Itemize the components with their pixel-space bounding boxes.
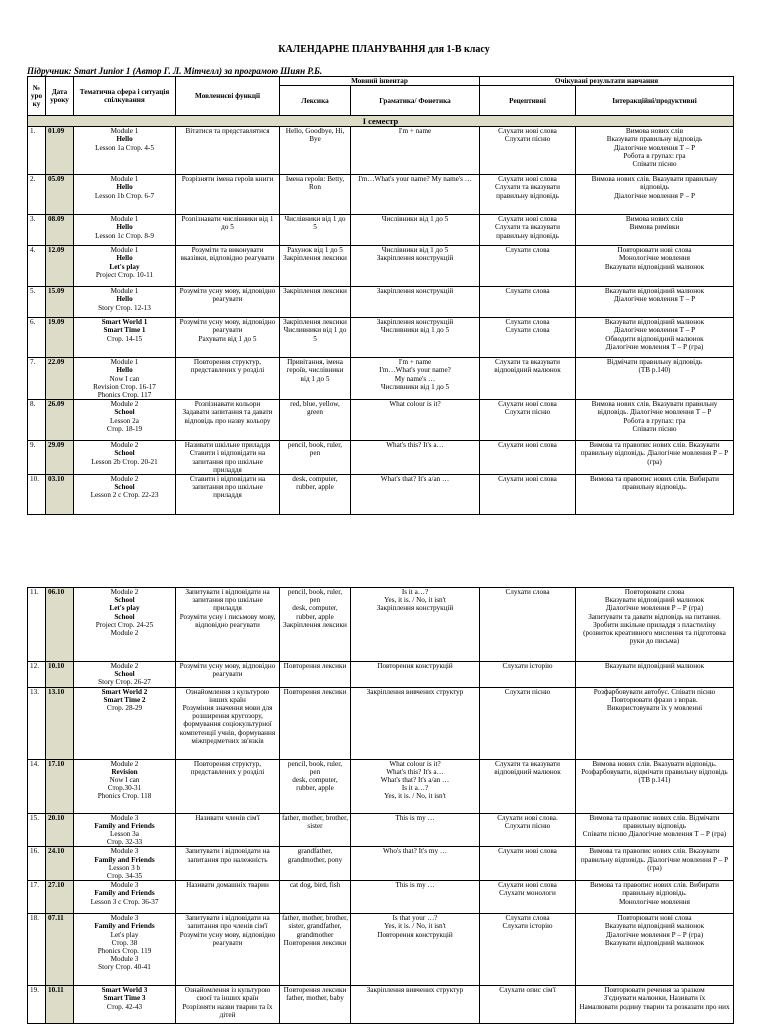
grammar-cell: I'm + name	[351, 127, 480, 175]
table-row	[28, 358, 734, 400]
lesson-topic	[74, 127, 176, 175]
table-row	[28, 914, 734, 986]
lesson-topic	[74, 588, 176, 662]
topic-pages: Story Стор. 12-13	[98, 303, 151, 312]
lexis-cell: desk, computer, rubber, apple	[280, 475, 351, 515]
table-row	[28, 847, 734, 881]
lesson-topic	[74, 986, 176, 1024]
table-row	[28, 215, 734, 246]
planning-table-page-1	[27, 76, 734, 515]
grammar-cell: Is that your …? Yes, it is. / No, it isn't Повторення конструкцій	[351, 914, 480, 986]
topic-module: Module 1	[110, 287, 139, 296]
header-receptive: Рецептивні	[480, 86, 576, 116]
productive-cell: Розфарбовувати автобус. Співати пісню Повторювати фрази з вправ. Використовувати їх у мовленні	[576, 687, 734, 759]
lesson-date: 27.10	[46, 881, 74, 914]
header-language: Мовний інвентар	[280, 77, 480, 86]
lesson-topic	[74, 881, 176, 914]
topic-module: Module 2	[110, 441, 139, 450]
topic-module: Module 1	[110, 175, 139, 184]
lesson-topic	[74, 687, 176, 759]
receptive-cell: Слухати пісню	[480, 687, 576, 759]
topic-pages: Lesson 2b Стор. 20-21	[91, 457, 158, 466]
grammar-cell: Is it a…? Yes, it is. / No, it isn't Закріплення конструкцій	[351, 588, 480, 662]
lesson-number: 5.	[28, 287, 46, 318]
textbook-subtitle: Підручник: Smart Junior 1 (Автор Г. Л. Мітчелл) за програмою Шиян Р.Б.	[27, 66, 323, 76]
speech-functions: Ознайомлення з культурою інших країн Розуміння значення мови для розширення кругозору, формування соціокультурної компетенції учнів, формування міжпредметних зв'язків	[176, 687, 280, 759]
receptive-cell: Слухати та вказувати відповідний малюнок	[480, 358, 576, 400]
header-grammar: Граматика/ Фонетика	[351, 86, 480, 116]
productive-cell: Повторювати речення за зразком З'єднувати малюнки, Називати їх Намалювати родину тварин та розказати про них	[576, 986, 734, 1024]
productive-cell: Вказувати відповідний малюнок Діалогічне мовлення Т – Р	[576, 287, 734, 318]
topic-title: School	[114, 408, 135, 417]
header-num: № уро ку	[28, 77, 46, 116]
header-productive: Інтеракційні/продуктивні	[576, 86, 734, 116]
table-row	[28, 318, 734, 358]
topic-title: Smart World 3 Smart Time 3	[101, 986, 148, 1003]
lesson-date: 07.11	[46, 914, 74, 986]
table-row	[28, 287, 734, 318]
productive-cell: Вимова нових слів. Вказувати відповідь. Розфарбовувати, відмічати правильну відповідь (ТВ р.141)	[576, 759, 734, 813]
topic-pages: Project Стор. 24-25 Module 2	[95, 620, 154, 638]
lesson-date: 06.10	[46, 588, 74, 662]
speech-functions: Запитувати і відповідати на запитання про належність	[176, 847, 280, 881]
speech-functions: Запитувати і відповідати на запитання про шкільне приладдя Розуміти усну і письмову мову, відповідно реагувати	[176, 588, 280, 662]
grammar-cell: Повторення конструкцій	[351, 662, 480, 688]
topic-module: Module 1	[110, 358, 139, 367]
lesson-date: 13.10	[46, 687, 74, 759]
lexis-cell: Закріплення лексики Числивники від 1 до 5	[280, 318, 351, 358]
topic-pages: Стор. 42-43	[106, 1002, 143, 1011]
speech-functions: Вітатися та представлятися	[176, 127, 280, 175]
lexis-cell: Повторення лексики	[280, 662, 351, 688]
topic-pages: Стор. 14-15	[106, 334, 143, 343]
lexis-cell: Повторення лексики	[280, 687, 351, 759]
lexis-cell: Закріплення лексики	[280, 287, 351, 318]
topic-title: Revision	[111, 767, 138, 776]
receptive-cell: Слухати опис сім'ї	[480, 986, 576, 1024]
lexis-cell: father, mother, brother, sister	[280, 813, 351, 847]
receptive-cell: Слухати слова	[480, 246, 576, 287]
lexis-cell: Повторення лексики father, mother, baby	[280, 986, 351, 1024]
productive-cell: Повторювати нові слова Монологічне мовлення Вказувати відповідний малюнок	[576, 246, 734, 287]
semester-row: І семестр	[28, 116, 734, 127]
topic-title: Smart World 1 Smart Time 1	[101, 318, 148, 335]
receptive-cell: Слухати нові слова	[480, 441, 576, 475]
receptive-cell: Слухати нові слова Слухати та вказувати правильну відповідь	[480, 175, 576, 215]
productive-cell: Вимова та правопис нових слів. Вказувати правильну відповідь. Діалогічне мовлення Р – Р (гра)	[576, 441, 734, 475]
receptive-cell: Слухати слова	[480, 287, 576, 318]
grammar-cell: What's that? It's a/an …	[351, 475, 480, 515]
lexis-cell: red, blue, yellow, green	[280, 400, 351, 441]
header-expected: Очікувані результати навчання	[480, 77, 734, 86]
grammar-cell: Числівники від 1 до 5	[351, 215, 480, 246]
topic-pages: Now I can Стор.30-31 Phonics Стор. 118	[97, 776, 152, 801]
topic-pages: Lesson 3 b Стор. 34-35	[106, 863, 143, 881]
header-functions: Мовленнєві функції	[176, 77, 280, 116]
lesson-date: 26.09	[46, 400, 74, 441]
receptive-cell: Слухати історію	[480, 662, 576, 688]
lesson-topic	[74, 847, 176, 881]
grammar-cell: I'm + name I'm…What's your name? My name's … Числивники від 1 до 5	[351, 358, 480, 400]
topic-module: Module 1	[110, 215, 139, 224]
lesson-topic	[74, 475, 176, 515]
table-row	[28, 986, 734, 1024]
topic-pages: Стор. 28-29	[106, 704, 143, 713]
table-row	[28, 813, 734, 847]
lesson-number: 6.	[28, 318, 46, 358]
productive-cell: Вимова нових слів Вимова римівки	[576, 215, 734, 246]
table-body-page-2	[28, 588, 734, 1024]
grammar-cell: Закріплення вивчених структур	[351, 687, 480, 759]
receptive-cell: Слухати нові слова	[480, 475, 576, 515]
lesson-number: 9.	[28, 441, 46, 475]
lesson-number: 10.	[28, 475, 46, 515]
speech-functions: Називати членів сім'ї	[176, 813, 280, 847]
topic-title: Family and Friends	[94, 889, 155, 898]
speech-functions: Розуміти та виконувати вказівки, відповідно реагувати	[176, 246, 280, 287]
lesson-date: 17.10	[46, 759, 74, 813]
receptive-cell: Слухати нові слова Слухати пісню	[480, 127, 576, 175]
lesson-number: 11.	[28, 588, 46, 662]
lexis-cell: father, mother, brother, sister, grandfather, grandmother Повторення лексики	[280, 914, 351, 986]
table-row	[28, 127, 734, 175]
lesson-number: 14.	[28, 759, 46, 813]
lesson-number: 12.	[28, 662, 46, 688]
speech-functions: Розпізнавати кольори Задавати запитання та давати відповідь про назву кольору	[176, 400, 280, 441]
lesson-date: 10.10	[46, 662, 74, 688]
lexis-cell: Імена героїв: Betty, Ron	[280, 175, 351, 215]
speech-functions: Розуміти усну мову, відповідно реагувати	[176, 287, 280, 318]
lexis-cell: Hello, Goodbye, Hi, Bye	[280, 127, 351, 175]
lesson-topic	[74, 215, 176, 246]
grammar-cell: Закріплення конструкцій Числивники від 1 до 5	[351, 318, 480, 358]
topic-title: School Let's play School	[109, 596, 140, 621]
lesson-number: 16.	[28, 847, 46, 881]
topic-module: Module 3	[110, 881, 139, 890]
table-row	[28, 441, 734, 475]
lesson-date: 15.09	[46, 287, 74, 318]
table-row	[28, 400, 734, 441]
lesson-number: 13.	[28, 687, 46, 759]
topic-module: Module 2	[110, 400, 139, 409]
lexis-cell: Числівники від 1 до 5	[280, 215, 351, 246]
lesson-date: 01.09	[46, 127, 74, 175]
table-row	[28, 588, 734, 662]
header-topic: Тематична сфера і ситуація спілкування	[74, 77, 176, 116]
productive-cell: Повторювати слова Вказувати відповідний малюнок Діалогічне мовлення Р – Р (гра) Запитувати та давати відповідь на питання. Зробити шкільне приладдя з пластиліну (розвиток креативного мислення та підготовка руки до письма)	[576, 588, 734, 662]
lesson-number: 4.	[28, 246, 46, 287]
topic-pages: Project Стор. 10-11	[95, 270, 154, 279]
grammar-cell: This is my …	[351, 881, 480, 914]
speech-functions: Запитувати і відповідати на запитання про членів сім'ї Розуміти усну мову, відповідно реагувати	[176, 914, 280, 986]
speech-functions: Називати домашніх тварин	[176, 881, 280, 914]
topic-module: Module 3	[110, 847, 139, 856]
lesson-date: 03.10	[46, 475, 74, 515]
topic-module: Module 2	[110, 588, 139, 596]
table-row	[28, 475, 734, 515]
lesson-date: 08.09	[46, 215, 74, 246]
lesson-date: 20.10	[46, 813, 74, 847]
lesson-topic	[74, 441, 176, 475]
grammar-cell: What colour is it?	[351, 400, 480, 441]
productive-cell: Повторювати нові слова Вказувати відповідний малюнок Діалогічне мовлення Р – Р (гра) Вказувати відповідний малюнок	[576, 914, 734, 986]
speech-functions: Називати шкільне приладдя Ставити і відповідати на запитання про шкільне приладдя	[176, 441, 280, 475]
receptive-cell: Слухати слова Слухати слова	[480, 318, 576, 358]
lesson-topic	[74, 358, 176, 400]
lesson-number: 7.	[28, 358, 46, 400]
productive-cell: Вимова нових слів. Вказувати правильну відповідь. Діалогічне мовлення Т – Р Робота в групах: гра Співати пісню	[576, 400, 734, 441]
table-body-page-1	[28, 127, 734, 515]
topic-pages: Lesson 3 c Стор. 36-37	[90, 897, 159, 906]
productive-cell: Вимова нових слів Вказувати правильну відповідь Діалогічне мовлення Т – Р Робота в групах: гра Співати пісню	[576, 127, 734, 175]
receptive-cell: Слухати нові слова	[480, 847, 576, 881]
lesson-number: 8.	[28, 400, 46, 441]
grammar-cell: Закріплення конструкцій	[351, 287, 480, 318]
lesson-number: 18.	[28, 914, 46, 986]
receptive-cell: Слухати нові слова. Слухати пісню	[480, 813, 576, 847]
grammar-cell: What colour is it? What's this? It's a… What's that? It's a/an … Is it a…? Yes, it is. / No, it isn't	[351, 759, 480, 813]
topic-module: Module 2	[110, 662, 139, 670]
header-lexis: Лексика	[280, 86, 351, 116]
receptive-cell: Слухати слова	[480, 588, 576, 662]
topic-pages: Lesson 2 c Стор. 22-23	[90, 491, 159, 500]
speech-functions: Розуміти усну мову, відповідно реагувати	[176, 662, 280, 688]
topic-title: Family and Friends	[94, 922, 155, 931]
lesson-date: 22.09	[46, 358, 74, 400]
table-row	[28, 881, 734, 914]
topic-pages: Story Стор. 26-27	[98, 678, 151, 687]
lesson-topic	[74, 175, 176, 215]
topic-pages: Lesson 1a Стор. 4-5	[95, 143, 154, 152]
lesson-date: 12.09	[46, 246, 74, 287]
lesson-date: 10.11	[46, 986, 74, 1024]
topic-title: Smart World 2 Smart Time 2	[101, 687, 148, 704]
grammar-cell: What's this? It's a…	[351, 441, 480, 475]
productive-cell: Вимова та правопис нових слів. Вказувати правильну відповідь. Діалогічне мовлення Р – Р (гра)	[576, 847, 734, 881]
lesson-topic	[74, 400, 176, 441]
receptive-cell: Слухати нові слова Слухати та вказувати правильну відповідь	[480, 215, 576, 246]
topic-title: Hello	[116, 135, 133, 144]
productive-cell: Відмічати правильну відповідь (ТВ р.140)	[576, 358, 734, 400]
topic-title: Hello	[116, 223, 133, 232]
topic-pages: Now I can Revision Стор. 16-17 Phonics Стор. 117	[93, 374, 156, 400]
lesson-date: 05.09	[46, 175, 74, 215]
topic-module: Module 2	[110, 475, 139, 484]
lesson-topic	[74, 759, 176, 813]
speech-functions: Повторення структур, представлених у розділі	[176, 759, 280, 813]
table-row	[28, 175, 734, 215]
speech-functions: Розпізнавати числівники від 1 до 5	[176, 215, 280, 246]
lesson-topic	[74, 318, 176, 358]
planning-table-page-2	[27, 587, 734, 1024]
topic-module: Module 2	[110, 759, 139, 768]
topic-pages: Let's play Стор. 38 Phonics Стор. 119 Module 3 Story Стор. 40-41	[97, 930, 152, 972]
speech-functions: Розуміти усну мову, відповідно реагувати Рахувати від 1 до 5	[176, 318, 280, 358]
topic-pages: Lesson 3a Стор. 32-33	[106, 830, 143, 847]
topic-title: Family and Friends	[94, 821, 155, 830]
lesson-topic	[74, 914, 176, 986]
lesson-topic	[74, 287, 176, 318]
speech-functions: Ставити і відповідати на запитання про шкільне приладдя	[176, 475, 280, 515]
table-row	[28, 662, 734, 688]
lesson-number: 15.	[28, 813, 46, 847]
lesson-number: 2.	[28, 175, 46, 215]
productive-cell: Вимова нових слів. Вказувати правильну відповідь Діалогічне мовлення Р – Р	[576, 175, 734, 215]
productive-cell: Вказувати відповідний малюнок	[576, 662, 734, 688]
productive-cell: Вимова та правопис нових слів. Відмічати правильну відповідь Співати пісню Діалогічне мовлення Т – Р (гра)	[576, 813, 734, 847]
topic-pages: Lesson 2a Стор. 18-19	[106, 416, 143, 433]
speech-functions: Ознайомлення із культурою своєї та інших країн Розрізняти назви тварин та їх дітей	[176, 986, 280, 1024]
productive-cell: Вимова та правопис нових слів. Вибирати правильну відповідь.	[576, 475, 734, 515]
lesson-topic	[74, 662, 176, 688]
topic-pages: Lesson 1c Стор. 8-9	[95, 231, 154, 240]
topic-title: Hello	[116, 183, 133, 192]
lesson-topic	[74, 246, 176, 287]
topic-title: Hello	[116, 366, 133, 375]
lesson-number: 3.	[28, 215, 46, 246]
topic-title: Hello Let's play	[109, 254, 140, 271]
grammar-cell: Закріплення вивчених структур	[351, 986, 480, 1024]
receptive-cell: Слухати нові слова Слухати пісню	[480, 400, 576, 441]
grammar-cell: I'm…What's your name? My name's …	[351, 175, 480, 215]
productive-cell: Вказувати відповідний малюнок Діалогічне мовлення Т – Р Обводити відповідний малюнок Діалогічне мовлення Т – Р (гра)	[576, 318, 734, 358]
topic-title: Family and Friends	[94, 855, 155, 864]
lexis-cell: cat dog, bird, fish	[280, 881, 351, 914]
topic-module: Module 1	[110, 127, 139, 136]
table-row	[28, 759, 734, 813]
document-title: КАЛЕНДАРНЕ ПЛАНУВАННЯ для 1-В класу	[278, 44, 490, 55]
grammar-cell: Who's that? It's my …	[351, 847, 480, 881]
lesson-date: 24.10	[46, 847, 74, 881]
receptive-cell: Слухати слова Слухати історію	[480, 914, 576, 986]
grammar-cell: Числівники від 1 до 5 Закріплення конструкцій	[351, 246, 480, 287]
lexis-cell: pencil, book, ruler, pen	[280, 441, 351, 475]
lesson-date: 29.09	[46, 441, 74, 475]
grammar-cell: This is my …	[351, 813, 480, 847]
lexis-cell: Привітання, імена героїв, числівники від 1 до 5	[280, 358, 351, 400]
lesson-topic	[74, 813, 176, 847]
speech-functions: Повторення структур, представлених у розділі	[176, 358, 280, 400]
lesson-number: 19.	[28, 986, 46, 1024]
topic-title: School	[114, 670, 135, 679]
lesson-date: 19.09	[46, 318, 74, 358]
speech-functions: Розрізняти імена героїв книги	[176, 175, 280, 215]
lesson-number: 17.	[28, 881, 46, 914]
header-date: Дата уроку	[46, 77, 74, 116]
receptive-cell: Слухати нові слова Слухати монологи	[480, 881, 576, 914]
lesson-number: 1.	[28, 127, 46, 175]
lexis-cell: Рахунок від 1 до 5 Закріплення лексики	[280, 246, 351, 287]
productive-cell: Вимова та правопис нових слів. Вибирати правильну відповідь. Монологічне мовлення	[576, 881, 734, 914]
topic-pages: Lesson 1b Стор. 6-7	[94, 191, 155, 200]
topic-title: Hello	[116, 295, 133, 304]
lexis-cell: pencil, book, ruler, pen desk, computer, rubber, apple Закріплення лексики	[280, 588, 351, 662]
receptive-cell: Слухати та вказувати відповідний малюнок	[480, 759, 576, 813]
table-row	[28, 687, 734, 759]
table-row	[28, 246, 734, 287]
topic-module: Module 1	[110, 246, 139, 255]
lexis-cell: grandfather, grandmother, pony	[280, 847, 351, 881]
topic-module: Module 3	[110, 914, 139, 923]
topic-module: Module 3	[110, 813, 139, 822]
topic-title: School	[114, 483, 135, 492]
lexis-cell: pencil, book, ruler, pen desk, computer, rubber, apple	[280, 759, 351, 813]
topic-title: School	[114, 449, 135, 458]
